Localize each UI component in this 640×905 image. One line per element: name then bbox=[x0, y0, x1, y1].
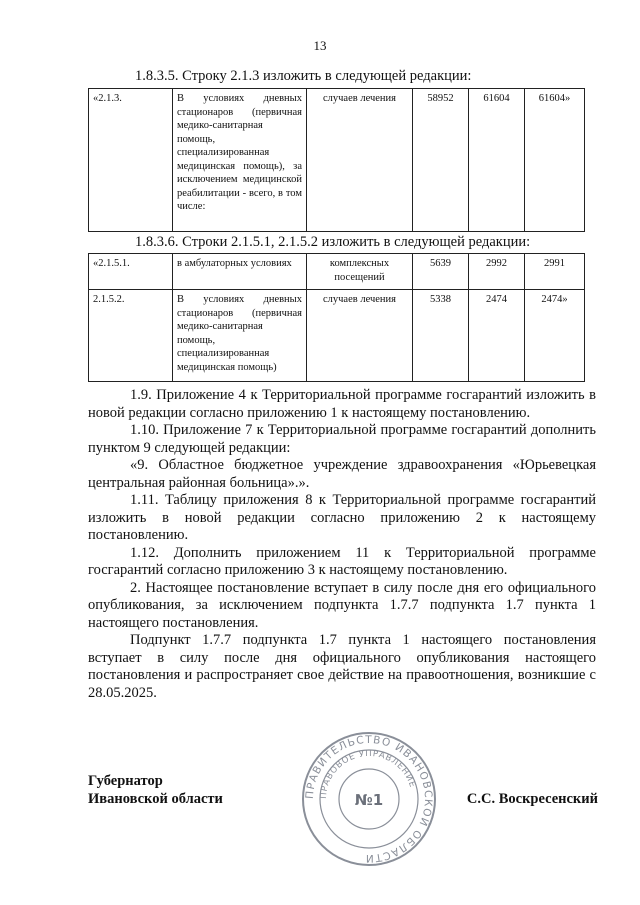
section-heading-2: 1.8.3.6. Строки 2.1.5.1, 2.1.5.2 изложить в следующей редакции: bbox=[135, 234, 531, 250]
row-code: «2.1.5.1. bbox=[89, 254, 173, 290]
section-heading-1: 1.8.3.5. Строку 2.1.3 изложить в следующей редакции: bbox=[135, 68, 472, 84]
row-description: в амбулаторных условиях bbox=[173, 254, 307, 290]
paragraph-2: 2. Настоящее постановление вступает в силу после дня его официального опубликования, за исключением подпункта 1.7.7 подпункта 1.7 пункта 1 настоящего постановления. bbox=[88, 579, 596, 631]
row-value-2: 61604 bbox=[469, 89, 525, 232]
page-number: 13 bbox=[313, 38, 327, 53]
paragraph-item-9: «9. Областное бюджетное учреждение здравоохранения «Юрьевецкая центральная районная больница».». bbox=[88, 457, 596, 491]
seal-outer-textpath: ПРАВИТЕЛЬСТВО ИВАНОВСКОЙ ОБЛАСТИ bbox=[303, 733, 435, 865]
row-unit: случаев лечения bbox=[307, 290, 413, 382]
row-value-1: 5639 bbox=[413, 254, 469, 290]
row-value-1: 5338 bbox=[413, 290, 469, 382]
paragraph-1-9: 1.9. Приложение 4 к Территориальной программе госгарантий изложить в новой редакции согласно приложению 1 к настоящему постановлению. bbox=[88, 387, 596, 421]
row-value-3: 61604» bbox=[525, 89, 585, 232]
table-row bbox=[89, 290, 585, 382]
row-description: В условиях дневных стационаров (первичная медико-санитарная помощь, специализированная медицинская помощь), за исключением медицинской реабилитации - всего, в том числе: bbox=[173, 89, 307, 232]
row-unit: комплексных посещений bbox=[307, 254, 413, 290]
row-description: В условиях дневных стационаров (первичная медико-санитарная помощь, специализированная медицинская помощь) bbox=[173, 290, 307, 382]
row-value-2: 2992 bbox=[469, 254, 525, 290]
row-unit: случаев лечения bbox=[307, 89, 413, 232]
signature-title bbox=[88, 772, 223, 808]
row-value-3: 2474» bbox=[525, 290, 585, 382]
body-text bbox=[88, 387, 596, 702]
official-seal bbox=[300, 730, 438, 868]
paragraph-1-12: 1.12. Дополнить приложением 11 к Территориальной программе госгарантий согласно приложению 3 к настоящему постановлению. bbox=[88, 544, 596, 578]
row-value-2: 2474 bbox=[469, 290, 525, 382]
row-value-1: 58952 bbox=[413, 89, 469, 232]
row-code: 2.1.5.2. bbox=[89, 290, 173, 382]
signature-title-line-2: Ивановской области bbox=[88, 791, 223, 807]
paragraph-effective-date: Подпункт 1.7.7 подпункта 1.7 пункта 1 настоящего постановления вступает в силу после дня официального опубликования настоящего постановления и распространяет свое действие на правоотношения, возникшие с 28.05.2025. bbox=[88, 632, 596, 701]
table-row bbox=[89, 89, 585, 232]
paragraph-1-10: 1.10. Приложение 7 к Территориальной программе госгарантий дополнить пунктом 9 следующей редакции: bbox=[88, 422, 596, 456]
table-row-2-1-3 bbox=[88, 88, 585, 232]
row-value-3: 2991 bbox=[525, 254, 585, 290]
signature-title-line-1: Губернатор bbox=[88, 773, 163, 789]
seal-inner-textpath: ПРАВОВОЕ УПРАВЛЕНИЕ bbox=[318, 748, 418, 800]
signature-name: С.С. Воскресенский bbox=[466, 791, 598, 807]
table-rows-2-1-5 bbox=[88, 253, 585, 382]
row-code: «2.1.3. bbox=[89, 89, 173, 232]
paragraph-1-11: 1.11. Таблицу приложения 8 к Территориальной программе госгарантий изложить в новой редакции согласно приложению 2 к настоящему постановлению. bbox=[88, 492, 596, 543]
seal-number: №1 bbox=[354, 791, 384, 809]
table-row bbox=[89, 254, 585, 290]
